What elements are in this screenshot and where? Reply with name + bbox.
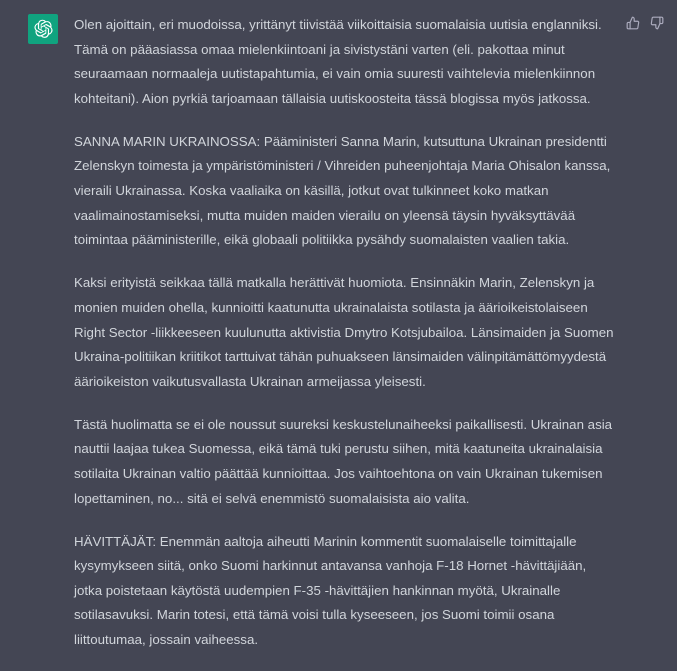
- feedback-buttons: [625, 15, 665, 31]
- assistant-message-text: [74, 13, 614, 671]
- message-paragraph: SANNA MARIN UKRAINOSSA: Pääministeri Sanna Marin, kutsuttuna Ukrainan presidentti Zelenskyn toimesta ja ympäristöministeri / Vihreiden puheenjohtaja Maria Ohisalon kanssa, vieraili Ukrainassa. Koska vaaliaika on käsillä, jotkut ovat tulkinneet koko matkan vaalimainostamiseksi, mutta muiden maiden vierailu on yleensä täysin hyväksyttävää toimintaa pääministerille, eikä globaali politiikka pysähdy suomalaisten vaalien takia.: [74, 133, 611, 248]
- assistant-avatar: [28, 14, 58, 44]
- message-paragraph: Kaksi erityistä seikkaa tällä matkalla herättivät huomiota. Ensinnäkin Marin, Zelenskyn ja monien muiden ohella, kunnioitti kaatunutta ukrainalaista sotilasta ja äärioikeistolaiseen Right Sector -liikkeeseen kuulunutta aktivistia Dmytro Kotsjubailoa. Länsimaiden ja Suomen Ukraina-politiikan kriitikot tarttuivat tähän puhuakseen länsimaiden välinpitämättömyydestä äärioikeiston vaikutusvallasta Ukrainan armeijassa yleisesti.: [74, 275, 614, 389]
- message-paragraph: Tästä huolimatta se ei ole noussut suureksi keskustelunaiheeksi paikallisesti. Ukrainan asia nauttii laajaa tukea Suomessa, eikä tämä tuki perustu siihen, mitä kaatuneita ukrainalaisia sotilaita Ukrainan valtio päättää kunnioittaa. Jos vaihtoehtona on vain Ukrainan tukemisen lopettaminen, no... sitä ei selvä enemmistö suomalaisista aio valita.: [74, 416, 613, 506]
- thumbs-down-icon[interactable]: [649, 15, 665, 31]
- message-paragraph: Olen ajoittain, eri muodoissa, yrittänyt tiivistää viikoittaisia suomalaisia uutisia englanniksi. Tämä on pääasiassa omaa mielenkiintoani ja sivistystäni varten (eli. pakottaa minut seuraamaan normaaleja uutistapahtumia, ei vain omia suuresti vaihtelevia mielenkiinnon kohteitani). Aion pyrkiä tarjoamaan tällaisia uutiskoosteita tässä blogissa myös jatkossa.: [74, 17, 602, 106]
- openai-logo-icon: [33, 19, 53, 39]
- message-paragraph: HÄVITTÄJÄT: Enemmän aaltoja aiheutti Marinin kommentit suomalaiselle toimittajalle kysymykseen siitä, onko Suomi harkinnut antavansa vanhoja F-18 Hornet -hävittäjiään, jotka poistetaan käytöstä uudempien F-35 -hävittäjien hankinnan myötä, Ukrainalle sotilasavuksi. Marin totesi, että tämä voisi tulla kyseeseen, jos Suomi toimii osana liittoutumaa, jossain vaiheessa.: [74, 533, 587, 648]
- thumbs-up-icon[interactable]: [625, 15, 641, 31]
